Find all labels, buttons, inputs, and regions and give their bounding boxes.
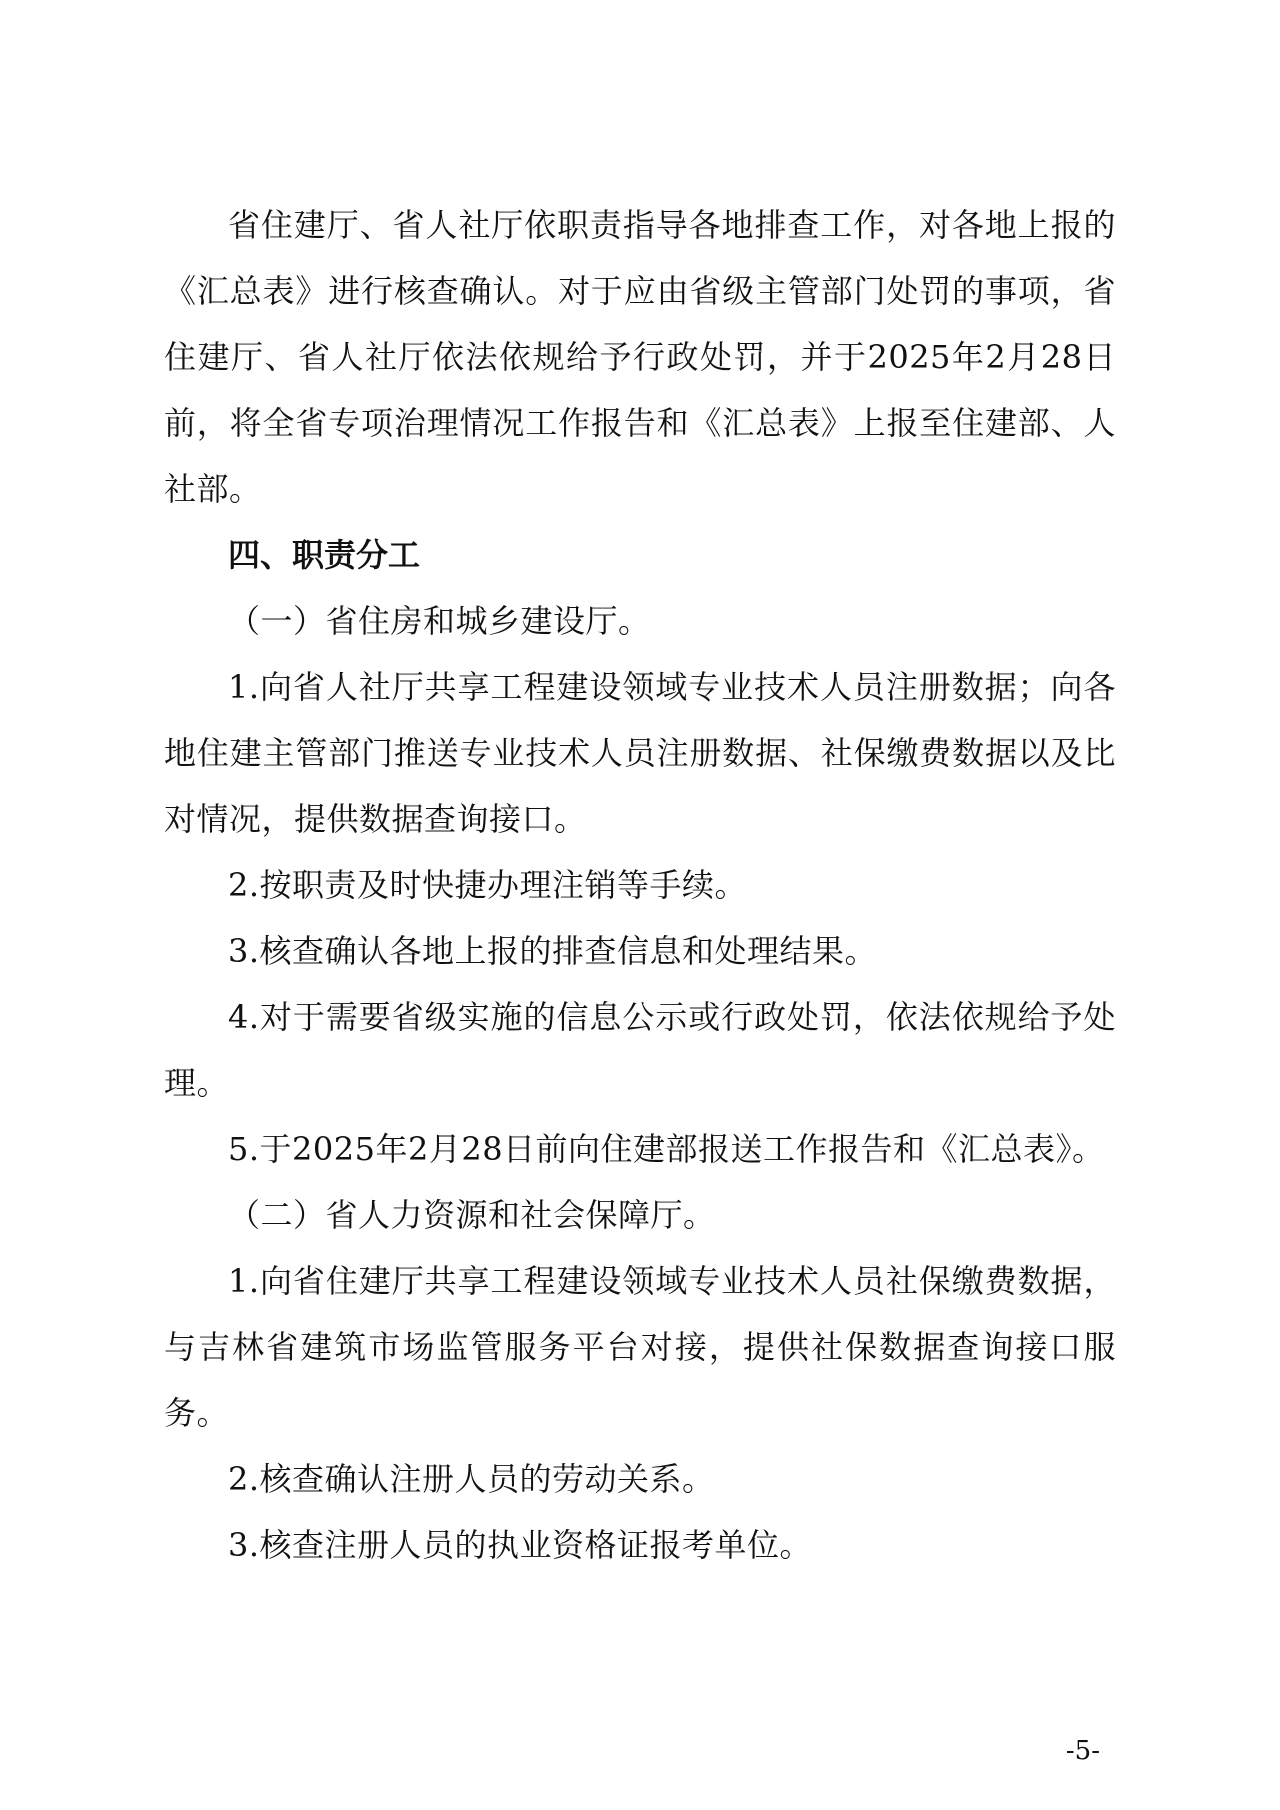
- housing-item-1: 1.向省人社厅共享工程建设领域专业技术人员注册数据；向各地住建主管部门推送专业技术人员注册数据、社保缴费数据以及比对情况，提供数据查询接口。: [164, 668, 1116, 838]
- section-heading-responsibilities: 四、职责分工: [228, 536, 421, 574]
- housing-item-5: 5.于2025年2月28日前向住建部报送工作报告和《汇总表》。: [228, 1130, 1105, 1168]
- human-resources-item-1: 1.向省住建厅共享工程建设领域专业技术人员社保缴费数据，与吉林省建筑市场监管服务平台对接，提供社保数据查询接口服务。: [164, 1262, 1116, 1432]
- housing-item-2: 2.按职责及时快捷办理注销等手续。: [228, 866, 748, 904]
- human-resources-item-3: 3.核查注册人员的执业资格证报考单位。: [228, 1526, 813, 1564]
- page-number: -5-: [1065, 1736, 1100, 1766]
- human-resources-item-2: 2.核查确认注册人员的劳动关系。: [228, 1460, 715, 1498]
- housing-item-4: 4.对于需要省级实施的信息公示或行政处罚，依法依规给予处理。: [164, 998, 1116, 1102]
- paragraph-review-and-reporting: 省住建厅、省人社厅依职责指导各地排查工作，对各地上报的《汇总表》进行核查确认。对于应由省级主管部门处罚的事项，省住建厅、省人社厅依法依规给予行政处罚，并于2025年2月28日前，将全省专项治理情况工作报告和《汇总表》上报至住建部、人社部。: [164, 206, 1116, 508]
- document-body: [164, 192, 1116, 1578]
- housing-item-3: 3.核查确认各地上报的排查信息和处理结果。: [228, 932, 878, 970]
- subsection-heading-human-resources-department: （二）省人力资源和社会保障厅。: [228, 1196, 716, 1234]
- subsection-heading-housing-department: （一）省住房和城乡建设厅。: [228, 602, 651, 640]
